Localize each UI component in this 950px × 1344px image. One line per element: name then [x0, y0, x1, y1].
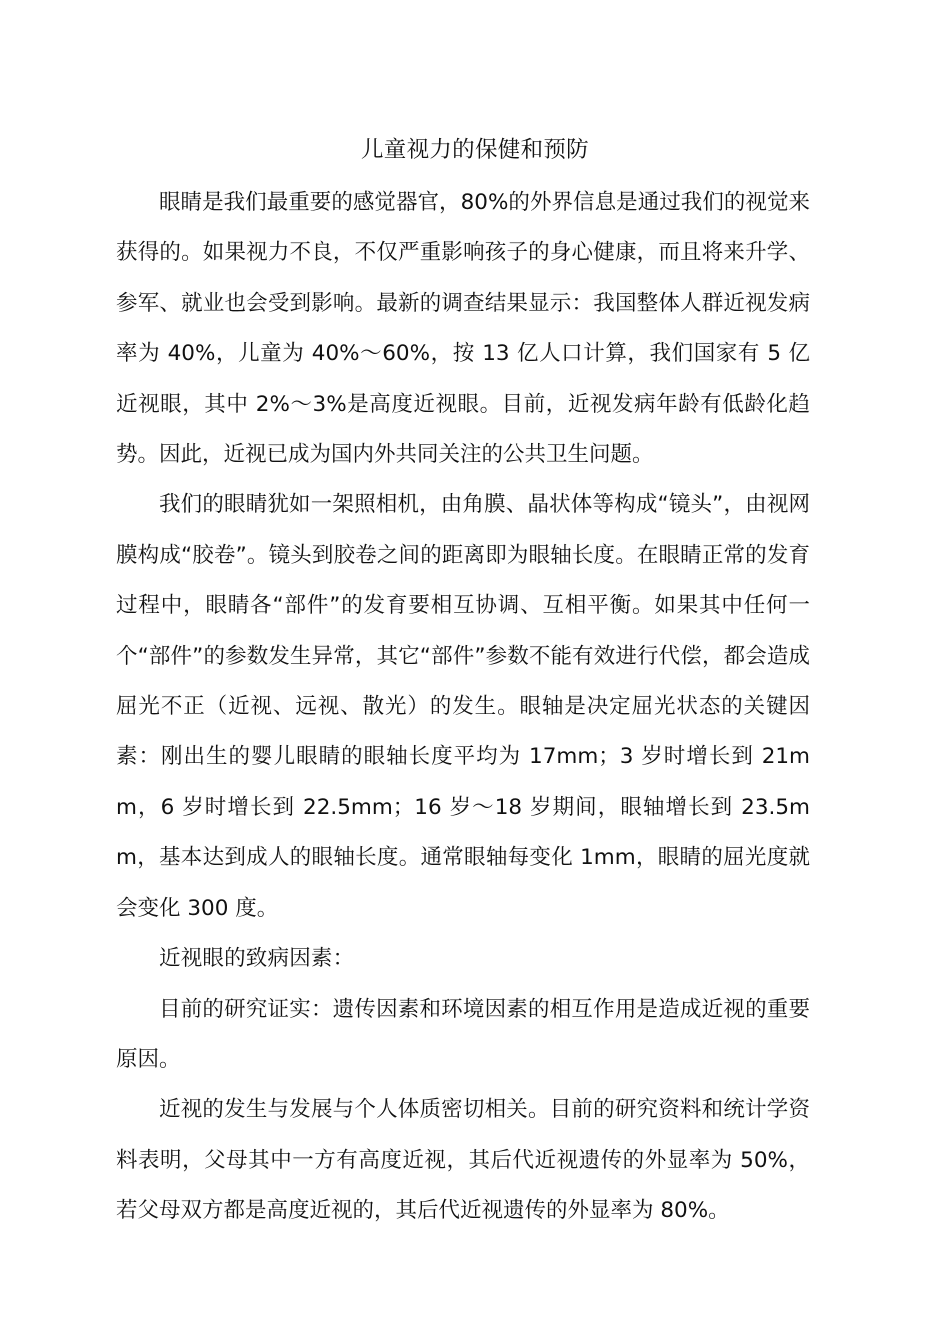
paragraph-eye-camera: 我们的眼睛犹如一架照相机，由角膜、晶状体等构成“镜头”，由视网膜构成“胶卷”。镜头到胶卷之间的距离即为眼轴长度。在眼睛正常的发育过程中，眼睛各“部件”的发育要相互协调、互相平衡。如果其中任何一个“部件”的参数发生异常，其它“部件”参数不能有效进行代偿，都会造成屈光不正（近视、远视、散光）的发生。眼轴是决定屈光状态的关键因素：刚出生的婴儿眼睛的眼轴长度平均为 17mm；3 岁时增长到 21mm，6 岁时增长到 22.5mm；16 岁～18 岁期间，眼轴增长到 23.5mm，基本达到成人的眼轴长度。通常眼轴每变化 1mm，眼睛的屈光度就会变化 300 度。: [116, 492, 810, 921]
paragraph-research-findings: 目前的研究证实：遗传因素和环境因素的相互作用是造成近视的重要原因。: [116, 996, 810, 1072]
paragraph-heredity: 近视的发生与发展与个人体质密切相关。目前的研究资料和统计学资料表明，父母其中一方有高度近视，其后代近视遗传的外显率为 50%，若父母双方都是高度近视的，其后代近视遗传的外显率为 80%。: [116, 1097, 810, 1224]
paragraph-vision-importance: 眼睛是我们最重要的感觉器官，80%的外界信息是通过我们的视觉来获得的。如果视力不良，不仅严重影响孩子的身心健康，而且将来升学、参军、就业也会受到影响。最新的调查结果显示：我国整体人群近视发病率为 40%，儿童为 40%～60%，按 13 亿人口计算，我们国家有 5 亿近视眼，其中 2%～3%是高度近视眼。目前，近视发病年龄有低龄化趋势。因此，近视已成为国内外共同关注的公共卫生问题。: [116, 190, 810, 468]
paragraph-myopia-causes-heading: 近视眼的致病因素：: [159, 946, 355, 972]
document-title: 儿童视力的保健和预防: [360, 137, 589, 163]
document-body: [116, 178, 810, 1237]
